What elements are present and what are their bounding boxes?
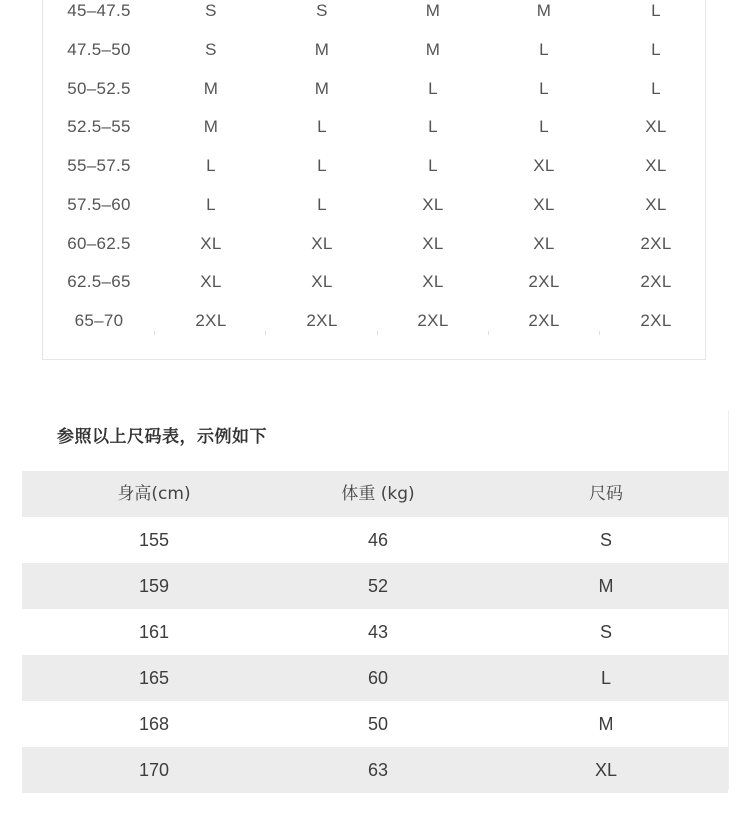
header-size: 尺码 [589, 484, 623, 504]
size-cell: M [536, 1, 552, 20]
size-cell: M [425, 1, 441, 20]
size-cell: XL [645, 195, 667, 214]
size-cell: XL [311, 234, 333, 253]
size-cell: XL [422, 195, 444, 214]
size-cell: L [539, 79, 549, 98]
height-cell: 159 [138, 576, 170, 596]
size-cell: L [317, 117, 327, 136]
size-cell: 2XL [528, 311, 560, 330]
size-cell: M [203, 79, 219, 98]
height-cell: 165 [138, 668, 170, 688]
size-chart-row [43, 147, 707, 185]
size-chart-row [43, 225, 707, 263]
example-table-row [22, 747, 728, 793]
size-cell: L [317, 195, 327, 214]
size-cell: XL [645, 117, 667, 136]
weight-range-cell: 57.5–60 [67, 195, 131, 214]
example-table-row [22, 563, 728, 609]
size-chart-table [42, 0, 706, 360]
size-cell: XL [422, 272, 444, 291]
header-weight: 体重 (kg) [341, 484, 415, 504]
size-cell: S [316, 1, 328, 20]
size-cell: XL [533, 156, 555, 175]
column-tick [154, 331, 155, 335]
column-tick [377, 331, 378, 335]
size-chart-row [43, 70, 707, 108]
size-cell: 2XL [640, 311, 672, 330]
example-table-row [22, 517, 728, 563]
size-chart-row [43, 31, 707, 69]
size-cell: M [203, 117, 219, 136]
size-chart-row [43, 108, 707, 146]
size-cell: L [428, 117, 438, 136]
weight-cell: 46 [367, 530, 389, 550]
size-cell: XL [533, 195, 555, 214]
size-cell: S [205, 40, 217, 59]
example-table-header [22, 471, 728, 517]
height-cell: 168 [138, 714, 170, 734]
size-cell: XL [311, 272, 333, 291]
size-cell: M [598, 714, 614, 734]
weight-range-cell: 50–52.5 [67, 79, 131, 98]
page-edge-divider [728, 410, 729, 790]
size-cell: L [539, 40, 549, 59]
size-cell: XL [594, 760, 618, 780]
size-cell: XL [422, 234, 444, 253]
size-cell: S [599, 622, 612, 642]
height-cell: 155 [138, 530, 170, 550]
size-cell: XL [200, 234, 222, 253]
size-cell: XL [200, 272, 222, 291]
size-cell: L [317, 156, 327, 175]
weight-range-cell: 65–70 [74, 311, 124, 330]
size-cell: L [206, 156, 216, 175]
weight-cell: 60 [367, 668, 389, 688]
size-cell: L [206, 195, 216, 214]
size-cell: L [428, 156, 438, 175]
example-table-row [22, 655, 728, 701]
size-cell: M [314, 79, 330, 98]
size-cell: L [651, 79, 661, 98]
example-title: 参照以上尺码表，示例如下 [57, 427, 267, 447]
size-cell: 2XL [306, 311, 338, 330]
weight-cell: 50 [367, 714, 389, 734]
size-chart-row [43, 263, 707, 301]
height-cell: 161 [138, 622, 170, 642]
size-cell: S [599, 530, 612, 550]
size-cell: L [651, 1, 661, 20]
weight-range-cell: 52.5–55 [67, 117, 131, 136]
size-cell: L [600, 668, 611, 688]
column-tick [265, 331, 266, 335]
header-height: 身高(cm) [117, 484, 191, 504]
size-chart-row [43, 302, 707, 340]
size-chart-row [43, 0, 707, 30]
weight-cell: 52 [367, 576, 389, 596]
size-chart-row [43, 186, 707, 224]
weight-cell: 63 [367, 760, 389, 780]
weight-range-cell: 45–47.5 [67, 1, 131, 20]
example-table-row [22, 609, 728, 655]
weight-cell: 43 [367, 622, 389, 642]
size-cell: 2XL [640, 234, 672, 253]
size-cell: L [651, 40, 661, 59]
height-cell: 170 [138, 760, 170, 780]
weight-range-cell: 47.5–50 [67, 40, 131, 59]
size-cell: L [539, 117, 549, 136]
column-tick [488, 331, 489, 335]
size-cell: M [598, 576, 614, 596]
size-cell: 2XL [417, 311, 449, 330]
size-cell: XL [533, 234, 555, 253]
size-cell: M [425, 40, 441, 59]
size-cell: 2XL [640, 272, 672, 291]
size-cell: 2XL [195, 311, 227, 330]
weight-range-cell: 55–57.5 [67, 156, 131, 175]
example-table-row [22, 701, 728, 747]
size-cell: XL [645, 156, 667, 175]
size-cell: S [205, 1, 217, 20]
size-cell: 2XL [528, 272, 560, 291]
column-tick [599, 331, 600, 335]
weight-range-cell: 62.5–65 [67, 272, 131, 291]
size-cell: L [428, 79, 438, 98]
weight-range-cell: 60–62.5 [67, 234, 131, 253]
example-table [22, 471, 728, 793]
size-cell: M [314, 40, 330, 59]
